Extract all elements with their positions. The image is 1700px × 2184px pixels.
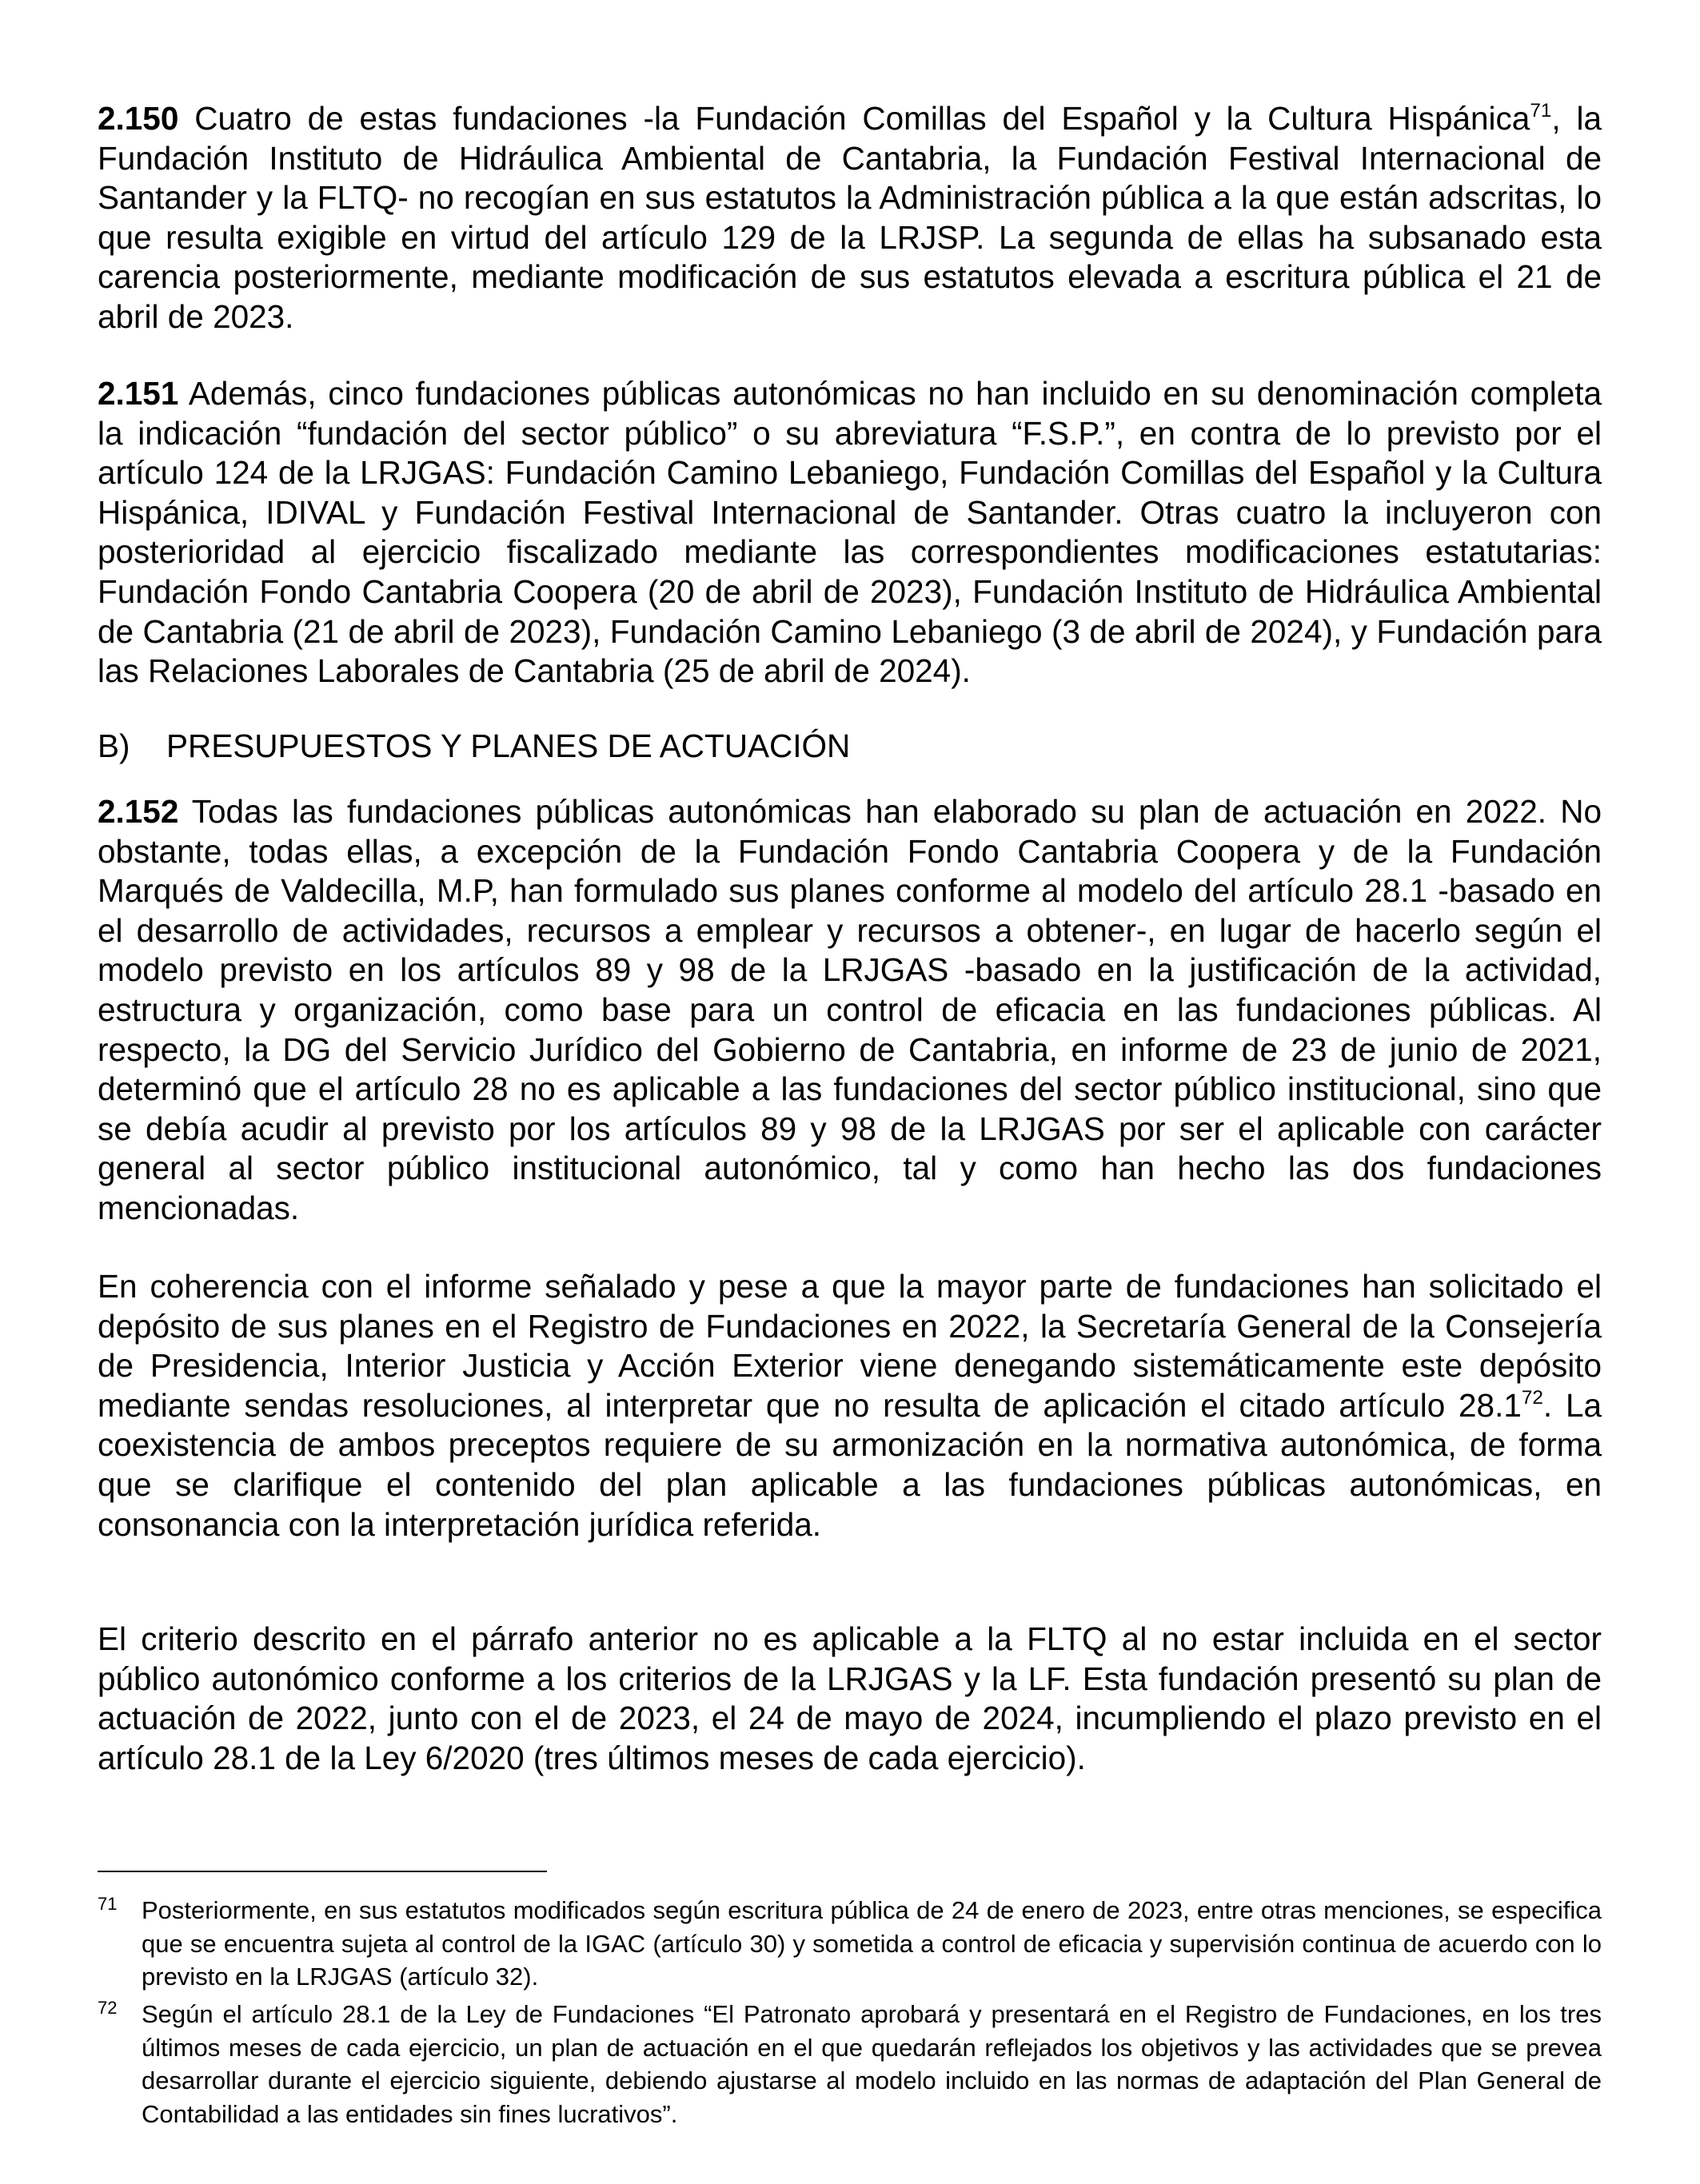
footnote-ref-72[interactable]: 72 [1521, 1387, 1543, 1409]
footnote-ref-71[interactable]: 71 [1530, 100, 1552, 122]
paragraph-number: 2.150 [98, 100, 179, 137]
paragraph-2-150 [98, 99, 1602, 337]
footnote-separator [98, 1871, 547, 1872]
paragraph-2-152 [98, 792, 1602, 1229]
paragraph-text: Además, cinco fundaciones públicas autonómicas no han incluido en su denominación completa la indicación “fundación del sector público” o su abreviatura “F.S.P.”, en contra de lo previsto por el artículo 124 de la LRJGAS: Fundación Camino Lebaniego, Fundación Comillas del Español y la Cultura Hispánica, IDIVAL y Fundación Festival Internacional de Santander. Otras cuatro la incluyeron con posterioridad al ejercicio fiscalizado mediante las correspondientes modificaciones estatutarias: Fundación Fondo Cantabria Coopera (20 de abril de 2023), Fundación Instituto de Hidráulica Ambiental de Cantabria (21 de abril de 2023), Fundación Camino Lebaniego (3 de abril de 2024), y Fundación para las Relaciones Laborales de Cantabria (25 de abril de 2024). [98, 375, 1602, 690]
paragraph-2-151 [98, 374, 1602, 691]
footnote-text: Posteriormente, en sus estatutos modificados según escritura pública de 24 de enero de 2023, entre otras menciones, se especifica que se encuentra sujeta al control de la IGAC (artículo 30) y sometida a control de eficacia y supervisión continua de acuerdo con lo previsto en la LRJGAS (artículo 32). [142, 1896, 1602, 1991]
section-letter: B) [98, 727, 130, 764]
footnote-number: 72 [98, 1998, 118, 2018]
paragraph-text: . La coexistencia de ambos preceptos requiere de su armonización en la normativa autonómica, de forma que se clarifique el contenido del plan aplicable a las fundaciones públicas autonómicas, en consonancia con la interpretación jurídica referida. [98, 1386, 1602, 1543]
paragraph-text: , la Fundación Instituto de Hidráulica Ambiental de Cantabria, la Fundación Festival Internacional de Santander y la FLTQ- no recogían en sus estatutos la Administración pública a la que están adscritas, lo que resulta exigible en virtud del artículo 129 de la LRJSP. La segunda de ellas ha subsanado esta carencia posteriormente, mediante modificación de sus estatutos elevada a escritura pública el 21 de abril de 2023. [98, 100, 1602, 335]
footnote-number: 71 [98, 1894, 118, 1914]
paragraph-coherencia [98, 1267, 1602, 1544]
section-heading [98, 727, 850, 767]
paragraph-text: En coherencia con el informe señalado y pese a que la mayor parte de fundaciones han solicitado el depósito de sus planes en el Registro de Fundaciones en 2022, la Secretaría General de la Consejería de Presidencia, Interior Justicia y Acción Exterior viene denegando sistemáticamente este depósito mediante sendas resoluciones, al interpretar que no resulta de aplicación el citado artículo 28.1 [98, 1268, 1602, 1424]
footnote-71 [98, 1894, 1602, 1994]
section-title: PRESUPUESTOS Y PLANES DE ACTUACIÓN [166, 727, 851, 764]
paragraph-number: 2.151 [98, 375, 179, 412]
footnote-72 [98, 1998, 1602, 2130]
paragraph-text: El criterio descrito en el párrafo anterior no es aplicable a la FLTQ al no estar incluida en el sector público autonómico conforme a los criterios de la LRJGAS y la LF. Esta fundación presentó su plan de actuación de 2022, junto con el de 2023, el 24 de mayo de 2024, incumpliendo el plazo previsto en el artículo 28.1 de la Ley 6/2020 (tres últimos meses de cada ejercicio). [98, 1620, 1602, 1776]
paragraph-criterio [98, 1620, 1602, 1778]
paragraph-number: 2.152 [98, 793, 179, 830]
paragraph-text: Cuatro de estas fundaciones -la Fundación Comillas del Español y la Cultura Hispánica [178, 100, 1530, 137]
footnote-text: Según el artículo 28.1 de la Ley de Fundaciones “El Patronato aprobará y presentará en el Registro de Fundaciones, en los tres últimos meses de cada ejercicio, un plan de actuación en el que quedarán reflejados los objetivos y las actividades que se prevea desarrollar durante el ejercicio siguiente, debiendo ajustarse al modelo incluido en las normas de adaptación del Plan General de Contabilidad a las entidades sin fines lucrativos”. [142, 2000, 1602, 2128]
paragraph-text: Todas las fundaciones públicas autonómicas han elaborado su plan de actuación en 2022. No obstante, todas ellas, a excepción de la Fundación Fondo Cantabria Coopera y de la Fundación Marqués de Valdecilla, M.P, han formulado sus planes conforme al modelo del artículo 28.1 -basado en el desarrollo de actividades, recursos a emplear y recursos a obtener-, en lugar de hacerlo según el modelo previsto en los artículos 89 y 98 de la LRJGAS -basado en la justificación de la actividad, estructura y organización, como base para un control de eficacia en las fundaciones públicas. Al respecto, la DG del Servicio Jurídico del Gobierno de Cantabria, en informe de 23 de junio de 2021, determinó que el artículo 28 no es aplicable a las fundaciones del sector público institucional, sino que se debía acudir al previsto por los artículos 89 y 98 de la LRJGAS por ser el aplicable con carácter general al sector público institucional autonómico, tal y como han hecho las dos fundaciones mencionadas. [98, 793, 1602, 1226]
